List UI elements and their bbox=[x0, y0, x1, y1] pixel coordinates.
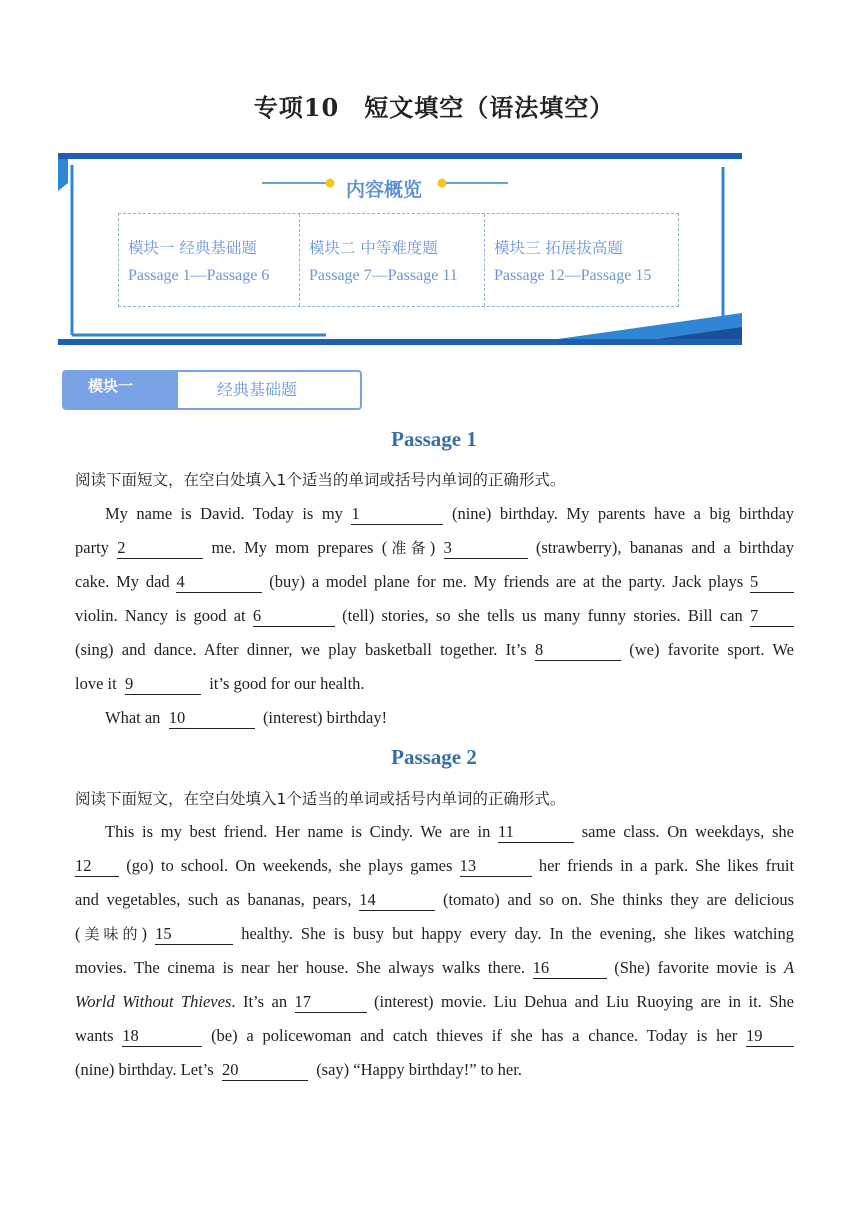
blank[interactable]: 6 bbox=[253, 606, 335, 627]
passage-text-segment: party bbox=[75, 538, 109, 557]
passage-1-instruction: 阅读下面短文，在空白处填入1个适当的单词或括号内单词的正确形式。 bbox=[75, 471, 566, 489]
blank[interactable]: 18 bbox=[122, 1026, 202, 1047]
passage-text-segment: same class. On weekdays, she bbox=[581, 822, 794, 841]
blank[interactable]: 4 bbox=[176, 572, 262, 593]
passage-1-title: Passage 1 bbox=[391, 427, 477, 451]
passage-line bbox=[75, 565, 794, 599]
blank[interactable]: 16 bbox=[533, 958, 607, 979]
blank[interactable]: 13 bbox=[460, 856, 532, 877]
overview-title: 内容概览 bbox=[345, 179, 422, 201]
passage-text-segment: (She) favorite movie is bbox=[614, 958, 777, 977]
blank[interactable]: 7 bbox=[750, 606, 794, 627]
passage-text-segment: ) bbox=[141, 924, 147, 943]
passage-text-segment: (tell) stories, so she tells us many funny stories. Bill can bbox=[342, 606, 743, 625]
overview-module-1 bbox=[119, 214, 300, 306]
passage-2-text bbox=[75, 815, 794, 1087]
passage-text-segment: (tomato) and so on. She thinks they are delicious bbox=[442, 890, 795, 909]
passage-text-segment: and vegetables, such as bananas, pears, bbox=[75, 890, 352, 909]
module-name: 模块三 拓展拔高题 bbox=[494, 239, 623, 257]
blank[interactable]: 8 bbox=[535, 640, 621, 661]
passage-text-segment: healthy. She is busy but happy every day. In the evening, she likes watching bbox=[241, 924, 795, 943]
passage-2-title: Passage 2 bbox=[391, 745, 477, 769]
passage-text-segment: wants bbox=[75, 1026, 114, 1045]
passage-text-segment: World Without Thieves bbox=[75, 992, 232, 1011]
passage-text-segment: (nine) birthday. Let’s bbox=[75, 1060, 214, 1079]
passage-text-segment: (nine) birthday. My parents have a big birthday bbox=[451, 504, 795, 523]
module-range: Passage 1—Passage 6 bbox=[128, 267, 270, 284]
blank[interactable]: 14 bbox=[359, 890, 435, 911]
passage-text-segment: ) bbox=[429, 538, 436, 557]
passage-text-segment: (interest) birthday! bbox=[262, 708, 388, 727]
passage-text-segment: This is my best friend. Her name is Cindy. We are in bbox=[105, 822, 491, 841]
passage-line bbox=[75, 497, 794, 531]
blank[interactable]: 10 bbox=[169, 708, 255, 729]
passage-text-segment: (sing) and dance. After dinner, we play basketball together. It’s bbox=[75, 640, 527, 659]
blank[interactable]: 1 bbox=[351, 504, 443, 525]
passage-text-segment: (strawberry), bananas and a birthday bbox=[535, 538, 795, 557]
passage-text-segment: violin. Nancy is good at bbox=[75, 606, 246, 625]
blank[interactable]: 11 bbox=[498, 822, 574, 843]
passage-text-segment: (be) a policewoman and catch thieves if she has a chance. Today is her bbox=[211, 1026, 738, 1045]
passage-line bbox=[75, 985, 794, 1019]
passage-line bbox=[75, 667, 794, 701]
passage-text-segment: love it bbox=[75, 674, 117, 693]
passage-text-segment: A bbox=[783, 958, 795, 977]
passage-line bbox=[75, 1019, 794, 1053]
module-range: Passage 12—Passage 15 bbox=[494, 267, 652, 284]
overview-module-2 bbox=[300, 214, 485, 306]
passage-text-segment: her friends in a park. She likes fruit bbox=[538, 856, 795, 875]
passage-1-text bbox=[75, 497, 794, 735]
blank[interactable]: 3 bbox=[444, 538, 528, 559]
passage-text-segment: movies. The cinema is near her house. She always walks there. bbox=[75, 958, 526, 977]
passage-text-segment: What an bbox=[105, 708, 161, 727]
passage-text-segment: ( bbox=[75, 924, 81, 943]
passage-line bbox=[75, 951, 794, 985]
passage-text-segment: (we) favorite sport. We bbox=[629, 640, 794, 659]
overview-module-3 bbox=[485, 214, 678, 306]
passage-line bbox=[75, 701, 794, 735]
module-name: 模块二 中等难度题 bbox=[309, 239, 438, 257]
blank[interactable]: 12 bbox=[75, 856, 119, 877]
passage-text-segment: . It’s an bbox=[231, 992, 288, 1011]
passage-text-segment: (interest) movie. Liu Dehua and Liu Ruoying are in it. She bbox=[373, 992, 794, 1011]
module-name: 模块一 经典基础题 bbox=[128, 239, 257, 257]
blank[interactable]: 15 bbox=[155, 924, 233, 945]
passage-text-segment: cake. My dad bbox=[75, 572, 170, 591]
blank[interactable]: 19 bbox=[746, 1026, 794, 1047]
passage-line bbox=[75, 633, 794, 667]
passage-2-instruction: 阅读下面短文，在空白处填入1个适当的单词或括号内单词的正确形式。 bbox=[75, 790, 566, 808]
blank[interactable]: 5 bbox=[750, 572, 794, 593]
blank[interactable]: 17 bbox=[295, 992, 367, 1013]
overview-grid bbox=[118, 213, 679, 307]
passage-text-segment: 美味的 bbox=[80, 925, 142, 943]
passage-line bbox=[75, 883, 794, 917]
passage-text-segment: (say) “Happy birthday!” to her. bbox=[316, 1060, 522, 1079]
passage-line bbox=[75, 531, 794, 565]
passage-text-segment: (buy) a model plane for me. My friends are at the party. Jack plays bbox=[269, 572, 744, 591]
passage-line bbox=[75, 599, 794, 633]
passage-text-segment: 准备 bbox=[387, 539, 430, 557]
passage-line bbox=[75, 849, 794, 883]
passage-text-segment: (go) to school. On weekends, she plays games bbox=[126, 856, 453, 875]
passage-text-segment: My name is David. Today is my bbox=[105, 504, 343, 523]
blank[interactable]: 20 bbox=[222, 1060, 308, 1081]
module-range: Passage 7—Passage 11 bbox=[309, 267, 458, 284]
module-tab bbox=[62, 370, 362, 410]
passage-text-segment: it’s good for our health. bbox=[209, 674, 365, 693]
passage-line bbox=[75, 917, 794, 951]
passage-line bbox=[75, 815, 794, 849]
passage-text-segment: me. My mom prepares ( bbox=[211, 538, 388, 557]
module-tab-name: 经典基础题 bbox=[217, 380, 298, 399]
module-tag: 模块一 bbox=[64, 372, 178, 408]
page-title: 专项10 短文填空（语法填空） bbox=[253, 93, 615, 122]
passage-line bbox=[75, 1053, 794, 1087]
blank[interactable]: 2 bbox=[117, 538, 203, 559]
blank[interactable]: 9 bbox=[125, 674, 201, 695]
